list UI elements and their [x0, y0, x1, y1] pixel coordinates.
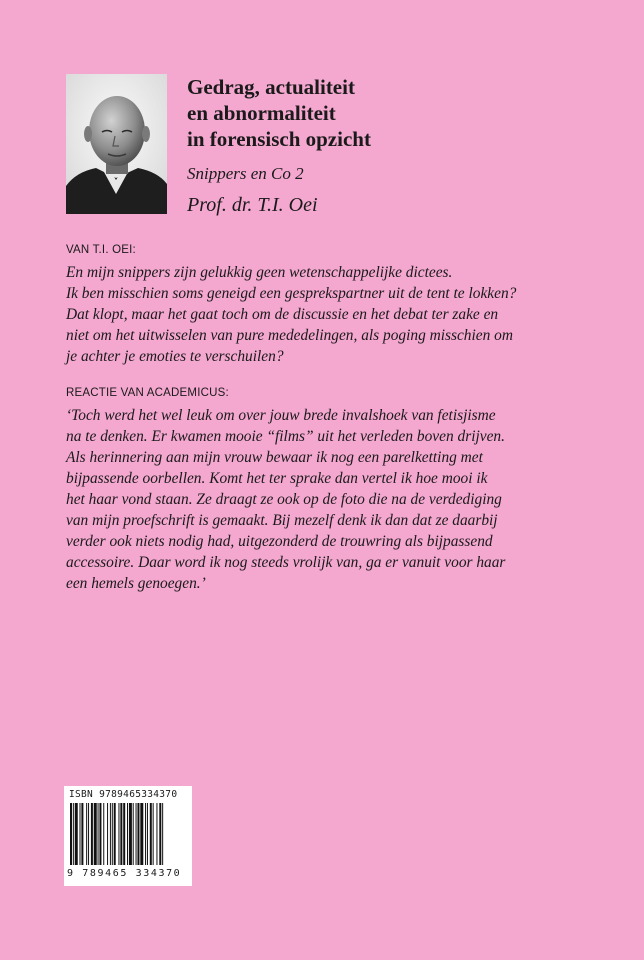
- book-author: Prof. dr. T.I. Oei: [187, 194, 318, 216]
- reaction-line: verder ook niets nodig had, uitgezonderd de trouwring als bijpassend: [66, 533, 493, 550]
- book-subtitle: Snippers en Co 2: [187, 164, 304, 183]
- barcode-bar: [114, 803, 116, 865]
- barcode-bar: [162, 803, 163, 865]
- barcode-bar: [156, 803, 157, 865]
- author-quote: [66, 262, 606, 367]
- book-title: [187, 74, 607, 152]
- barcode-bar: [137, 803, 139, 865]
- barcode-bar: [94, 803, 97, 865]
- book-title-line: Gedrag, actualiteit: [187, 75, 355, 99]
- quote-line: En mijn snippers zijn gelukkig geen wetenschappelijke dictees.: [66, 264, 453, 281]
- barcode-bar: [129, 803, 132, 865]
- author-photo: [66, 74, 167, 214]
- barcode-bar: [86, 803, 87, 865]
- barcode-bar: [80, 803, 81, 865]
- barcode-bar: [127, 803, 128, 865]
- academic-reaction: [66, 405, 606, 594]
- reaction-line: Als herinnering aan mijn vrouw bewaar ik nog een parelketting met: [66, 449, 483, 466]
- barcode-bar: [107, 803, 108, 865]
- quote-line: Ik ben misschien soms geneigd een gesprekspartner uit de tent te lokken?: [66, 285, 517, 302]
- reaction-line: een hemels genoegen.’: [66, 575, 206, 592]
- barcode-bar: [159, 803, 161, 865]
- barcode-bar: [153, 803, 154, 865]
- quote-line: Dat klopt, maar het gaat toch om de discussie en het debat ter zake en: [66, 306, 499, 323]
- quote-line: je achter je emoties te verschuilen?: [66, 348, 284, 365]
- barcode-bar: [98, 803, 99, 865]
- isbn-digits: 9 789465 334370: [67, 868, 182, 879]
- barcode-bar: [112, 803, 113, 865]
- barcode-bar: [81, 803, 83, 865]
- barcode-bar: [120, 803, 122, 865]
- reaction-line: na te denken. Er kwamen mooie “films” uit het verleden boven drijven.: [66, 428, 505, 445]
- barcode-bar: [150, 803, 152, 865]
- reaction-line: het haar vond staan. Ze draagt ze ook op de foto die na de verdediging: [66, 491, 502, 508]
- reaction-line: bijpassende oorbellen. Komt het ter sprake dan vertel ik hoe mooi ik: [66, 470, 488, 487]
- reaction-line: accessoire. Daar word ik nog steeds vrolijk van, ga er vanuit voor haar: [66, 554, 506, 571]
- reaction-line: ‘Toch werd het wel leuk om over jouw brede invalshoek van fetisjisme: [66, 407, 496, 424]
- barcode-bar: [103, 803, 104, 865]
- barcode-bar: [136, 803, 137, 865]
- book-title-line: in forensisch opzicht: [187, 127, 371, 151]
- author-portrait-image: [66, 74, 167, 214]
- reaction-line: van mijn proefschrift is gemaakt. Bij mezelf denk ik dan dat ze daarbij: [66, 512, 498, 529]
- book-title-line: en abnormaliteit: [187, 101, 336, 125]
- section-label-author: VAN T.I. OEI:: [66, 244, 136, 256]
- quote-line: niet om het uitwisselen van pure mededelingen, als poging misschien om: [66, 327, 513, 344]
- barcode-bar: [145, 803, 146, 865]
- barcode-bar: [75, 803, 78, 865]
- isbn-label: ISBN 9789465334370: [69, 789, 178, 800]
- barcode-bar: [88, 803, 89, 865]
- barcode-bars: [70, 803, 187, 865]
- barcode-bar: [147, 803, 148, 865]
- barcode-bar: [140, 803, 143, 865]
- barcode-bar: [99, 803, 101, 865]
- barcode-bar: [91, 803, 93, 865]
- section-label-academic: REACTIE VAN ACADEMICUS:: [66, 387, 229, 399]
- barcode-bar: [123, 803, 125, 865]
- barcode-bar: [70, 803, 72, 865]
- isbn-barcode: [64, 786, 192, 886]
- barcode-bar: [73, 803, 74, 865]
- barcode-bar: [118, 803, 119, 865]
- barcode-bar: [110, 803, 111, 865]
- barcode-bar: [133, 803, 134, 865]
